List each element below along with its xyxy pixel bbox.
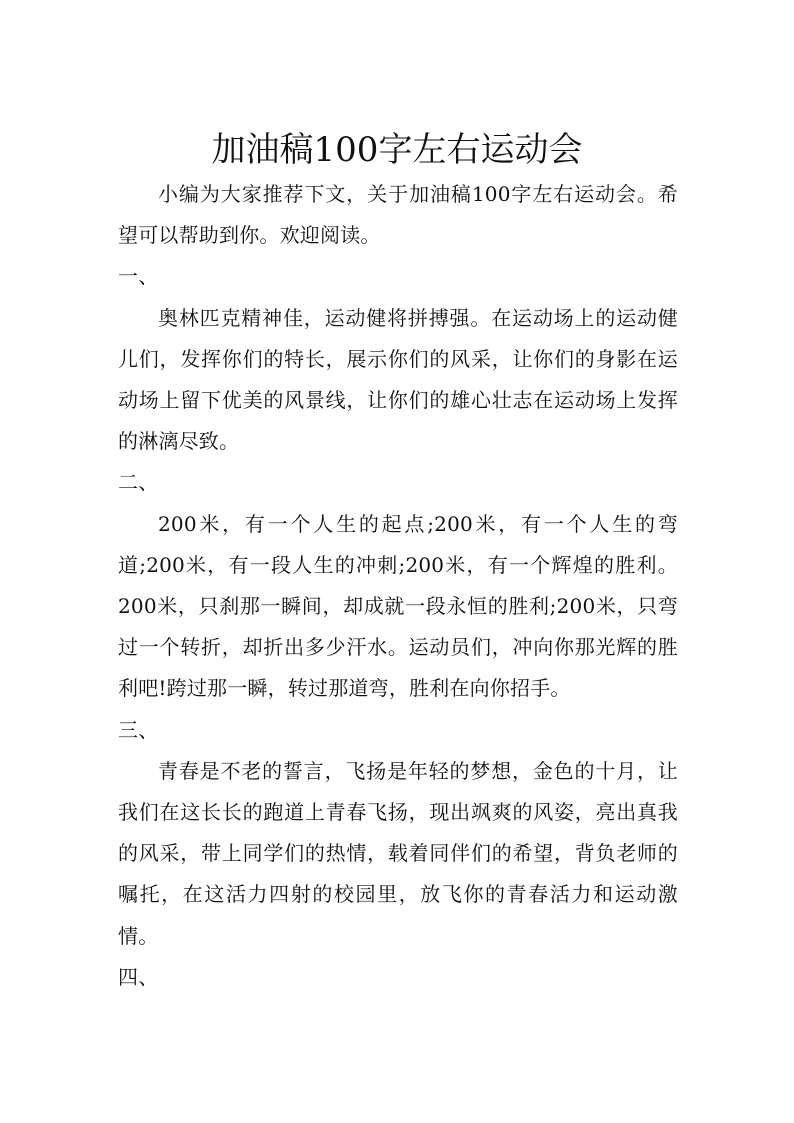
section-paragraph-2: 200米，有一个人生的起点;200米，有一个人生的弯道;200米，有一段人生的冲刺;200米，有一个辉煌的胜利。200米，只刹那一瞬间，却成就一段永恒的胜利;200米，只弯过一个转折，却折出多少汗水。运动员们，冲向你那光辉的胜利吧!跨过那一瞬，转过那道弯，胜利在向你招手。 [118, 511, 678, 701]
section-heading-3: 三、 [118, 717, 159, 742]
intro-paragraph: 小编为大家推荐下文，关于加油稿100字左右运动会。希望可以帮助到你。欢迎阅读。 [118, 182, 678, 248]
document-title: 加油稿100字左右运动会 [211, 129, 583, 170]
section-heading-1: 一、 [118, 264, 159, 289]
section-paragraph-1: 奥林匹克精神佳，运动健将拼搏强。在运动场上的运动健儿们，发挥你们的特长，展示你们的风采，让你们的身影在运动场上留下优美的风景线，让你们的雄心壮志在运动场上发挥的淋漓尽致。 [118, 305, 678, 454]
section-heading-4: 四、 [118, 964, 159, 989]
document-body [118, 174, 678, 998]
section-heading-2: 二、 [118, 470, 159, 495]
section-paragraph-3: 青春是不老的誓言，飞扬是年轻的梦想，金色的十月，让我们在这长长的跑道上青春飞扬，现出飒爽的风姿，亮出真我的风采，带上同学们的热情，载着同伴们的希望，背负老师的嘱托，在这活力四射的校园里，放飞你的青春活力和运动激情。 [118, 758, 678, 948]
